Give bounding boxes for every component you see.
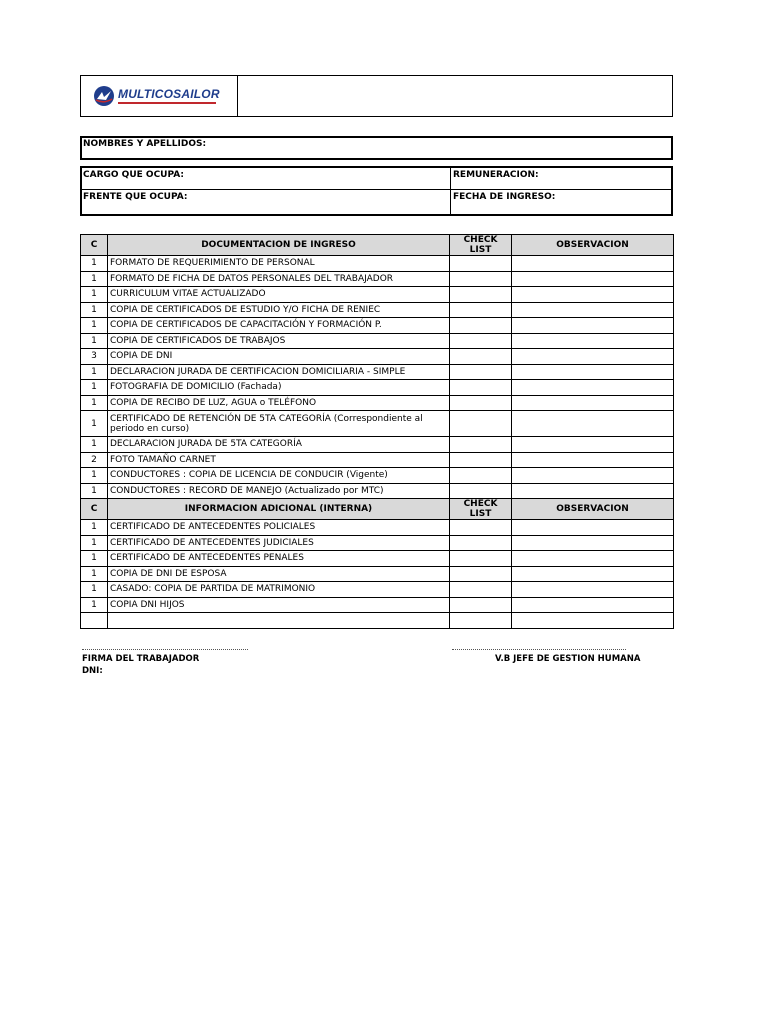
observation-cell[interactable] (512, 302, 674, 318)
section2-col-check: CHECK LIST (450, 499, 512, 520)
section1-col-c: C (81, 235, 108, 256)
item-quantity: 1 (81, 483, 108, 499)
observation-cell[interactable] (512, 395, 674, 411)
item-description: CERTIFICADO DE ANTECEDENTES PENALES (108, 551, 450, 567)
observation-cell[interactable] (512, 364, 674, 380)
check-cell[interactable] (450, 256, 512, 272)
item-quantity: 2 (81, 452, 108, 468)
hr-signature-label: V.B JEFE DE GESTION HUMANA (495, 654, 641, 664)
names-box (80, 136, 673, 160)
logo (81, 76, 238, 116)
item-description: COPIA DE CERTIFICADOS DE ESTUDIO Y/O FICHA DE RENIEC (108, 302, 450, 318)
item-description: FOTO TAMAÑO CARNET (108, 452, 450, 468)
section1-header-row (81, 235, 674, 256)
item-quantity: 1 (81, 535, 108, 551)
item-description: COPIA DE RECIBO DE LUZ, AGUA o TELÉFONO (108, 395, 450, 411)
observation-cell[interactable] (512, 468, 674, 484)
section2-col-doc: INFORMACION ADICIONAL (INTERNA) (108, 499, 450, 520)
table-row (81, 483, 674, 499)
item-quantity: 1 (81, 582, 108, 598)
section2-col-obs: OBSERVACION (512, 499, 674, 520)
section1-col-doc: DOCUMENTACION DE INGRESO (108, 235, 450, 256)
logo-emblem-icon (93, 85, 115, 107)
item-quantity: 1 (81, 597, 108, 613)
table-row (81, 597, 674, 613)
check-cell[interactable] (450, 287, 512, 303)
item-description: FORMATO DE REQUERIMIENTO DE PERSONAL (108, 256, 450, 272)
section2-col-c: C (81, 499, 108, 520)
check-cell[interactable] (450, 597, 512, 613)
check-cell[interactable] (450, 380, 512, 396)
observation-cell[interactable] (512, 452, 674, 468)
item-description: COPIA DNI HIJOS (108, 597, 450, 613)
check-cell[interactable] (450, 395, 512, 411)
table-row (81, 333, 674, 349)
check-cell[interactable] (450, 520, 512, 536)
observation-cell[interactable] (512, 483, 674, 499)
check-cell[interactable] (450, 452, 512, 468)
section1-col-obs: OBSERVACION (512, 235, 674, 256)
observation-cell[interactable] (512, 551, 674, 567)
item-description: COPIA DE CERTIFICADOS DE CAPACITACIÓN Y FORMACIÓN P. (108, 318, 450, 334)
observation-cell[interactable] (512, 597, 674, 613)
item-description: DECLARACION JURADA DE 5TA CATEGORÍA (108, 437, 450, 453)
table-row (81, 437, 674, 453)
front-label: FRENTE QUE OCUPA: (83, 192, 188, 202)
check-cell[interactable] (450, 468, 512, 484)
item-description (108, 613, 450, 629)
check-cell[interactable] (450, 483, 512, 499)
check-cell[interactable] (450, 349, 512, 365)
observation-cell[interactable] (512, 535, 674, 551)
hr-signature-line (452, 649, 626, 650)
names-label: NOMBRES Y APELLIDOS: (83, 139, 207, 149)
table-row (81, 364, 674, 380)
remuneration-label: REMUNERACION: (453, 170, 539, 180)
table-row (81, 318, 674, 334)
section1-col-check: CHECK LIST (450, 235, 512, 256)
item-description: CERTIFICADO DE ANTECEDENTES JUDICIALES (108, 535, 450, 551)
table-row (81, 520, 674, 536)
worker-signature-line (82, 649, 248, 650)
table-row (81, 287, 674, 303)
observation-cell[interactable] (512, 380, 674, 396)
observation-cell[interactable] (512, 318, 674, 334)
item-description: CASADO: COPIA DE PARTIDA DE MATRIMONIO (108, 582, 450, 598)
item-description: DECLARACION JURADA DE CERTIFICACION DOMICILIARIA - SIMPLE (108, 364, 450, 380)
check-cell[interactable] (450, 333, 512, 349)
check-cell[interactable] (450, 302, 512, 318)
item-description: COPIA DE CERTIFICADOS DE TRABAJOS (108, 333, 450, 349)
table-row (81, 411, 674, 437)
item-quantity (81, 613, 108, 629)
table-row (81, 551, 674, 567)
table-row (81, 395, 674, 411)
position-divider-h (82, 189, 671, 190)
check-cell[interactable] (450, 582, 512, 598)
check-cell[interactable] (450, 437, 512, 453)
item-description: CONDUCTORES : COPIA DE LICENCIA DE CONDUCIR (Vigente) (108, 468, 450, 484)
check-cell[interactable] (450, 566, 512, 582)
logo-underline (118, 102, 216, 104)
check-cell[interactable] (450, 318, 512, 334)
item-description: FORMATO DE FICHA DE DATOS PERSONALES DEL TRABAJADOR (108, 271, 450, 287)
table-row (81, 566, 674, 582)
table-row (81, 302, 674, 318)
item-quantity: 1 (81, 256, 108, 272)
item-description: CURRICULUM VITAE ACTUALIZADO (108, 287, 450, 303)
item-quantity: 1 (81, 395, 108, 411)
observation-cell[interactable] (512, 349, 674, 365)
table-row (81, 535, 674, 551)
observation-cell[interactable] (512, 411, 674, 437)
item-quantity: 1 (81, 287, 108, 303)
table-row (81, 256, 674, 272)
table-row (81, 349, 674, 365)
item-description: COPIA DE DNI DE ESPOSA (108, 566, 450, 582)
position-label: CARGO QUE OCUPA: (83, 170, 184, 180)
item-quantity: 1 (81, 333, 108, 349)
item-quantity: 1 (81, 380, 108, 396)
item-description: FOTOGRAFIA DE DOMICILIO (Fachada) (108, 380, 450, 396)
logo-wordmark: MULTICOSAILOR (118, 87, 220, 101)
item-description: CONDUCTORES : RECORD DE MANEJO (Actualizado por MTC) (108, 483, 450, 499)
table-row (81, 271, 674, 287)
position-divider-v (450, 168, 451, 214)
check-cell[interactable] (450, 551, 512, 567)
item-quantity: 1 (81, 318, 108, 334)
observation-cell[interactable] (512, 333, 674, 349)
item-quantity: 3 (81, 349, 108, 365)
check-cell[interactable] (450, 271, 512, 287)
item-quantity: 1 (81, 520, 108, 536)
table-row (81, 613, 674, 629)
observation-cell[interactable] (512, 566, 674, 582)
position-box (80, 166, 673, 216)
observation-cell[interactable] (512, 437, 674, 453)
item-description: COPIA DE DNI (108, 349, 450, 365)
checklist-table (80, 234, 674, 629)
item-quantity: 1 (81, 437, 108, 453)
item-quantity: 1 (81, 364, 108, 380)
observation-cell[interactable] (512, 271, 674, 287)
observation-cell[interactable] (512, 520, 674, 536)
item-description: CERTIFICADO DE RETENCIÓN DE 5TA CATEGORÍA (Correspondiente al periodo en curso) (108, 411, 450, 437)
dni-label: DNI: (82, 666, 103, 676)
item-quantity: 1 (81, 551, 108, 567)
observation-cell[interactable] (512, 256, 674, 272)
item-quantity: 1 (81, 468, 108, 484)
check-cell[interactable] (450, 535, 512, 551)
section2-header-row (81, 499, 674, 520)
table-row (81, 582, 674, 598)
table-row (81, 452, 674, 468)
check-cell[interactable] (450, 364, 512, 380)
check-cell[interactable] (450, 613, 512, 629)
table-row (81, 380, 674, 396)
observation-cell[interactable] (512, 582, 674, 598)
observation-cell[interactable] (512, 287, 674, 303)
check-cell[interactable] (450, 411, 512, 437)
header-box (80, 75, 673, 117)
item-quantity: 1 (81, 566, 108, 582)
item-description: CERTIFICADO DE ANTECEDENTES POLICIALES (108, 520, 450, 536)
item-quantity: 1 (81, 271, 108, 287)
observation-cell[interactable] (512, 613, 674, 629)
entry-date-label: FECHA DE INGRESO: (453, 192, 556, 202)
item-quantity: 1 (81, 302, 108, 318)
worker-signature-label: FIRMA DEL TRABAJADOR (82, 654, 200, 664)
table-row (81, 468, 674, 484)
item-quantity: 1 (81, 411, 108, 437)
